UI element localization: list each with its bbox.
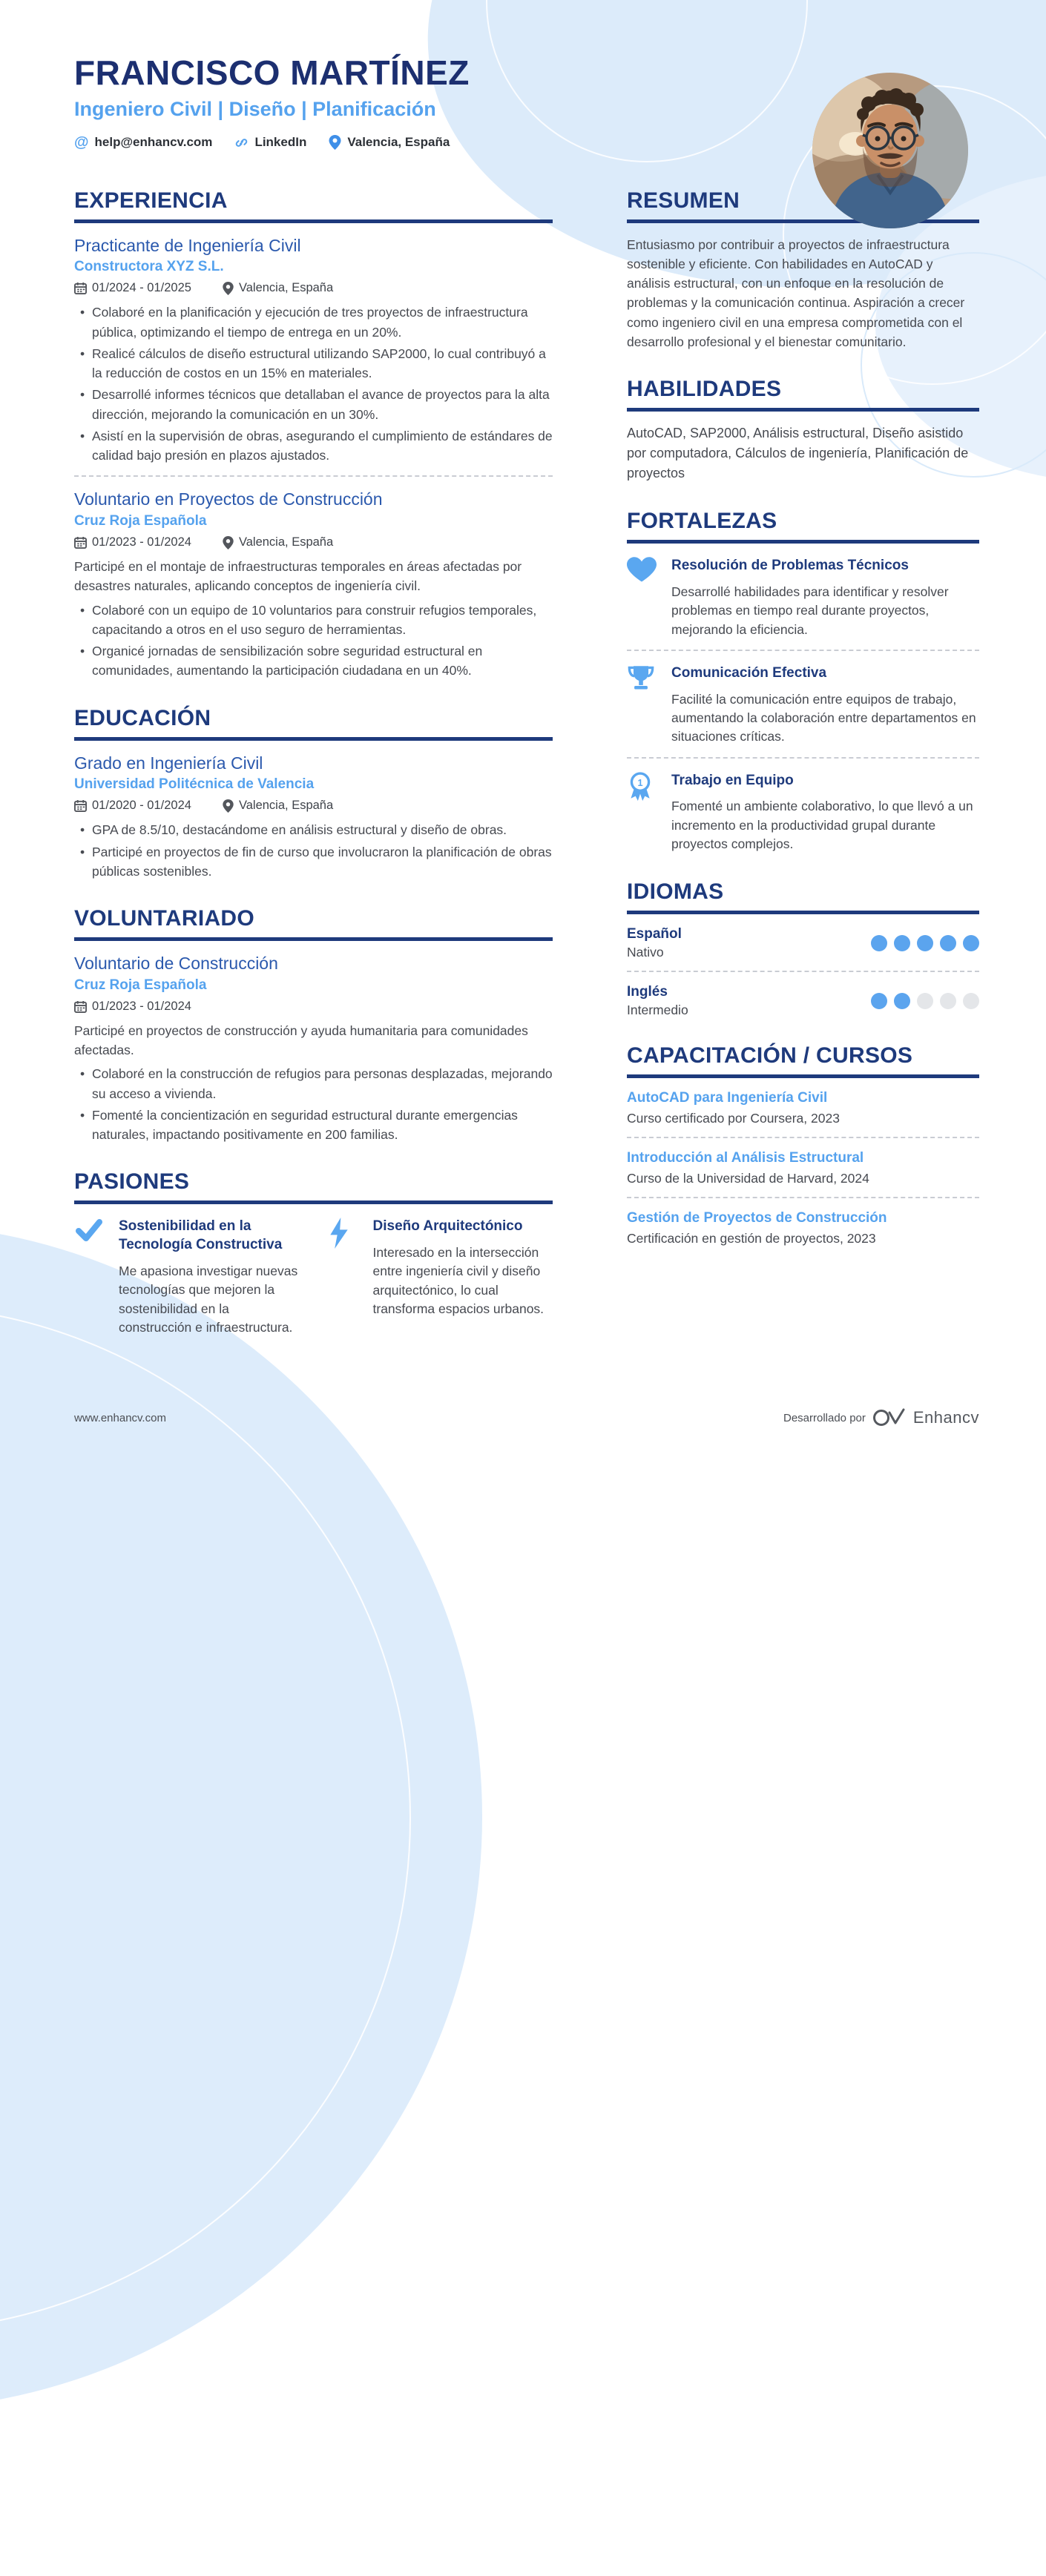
email-link[interactable]	[74, 134, 212, 151]
job-title: Practicante de Ingeniería Civil	[74, 235, 301, 255]
course-desc: Curso certificado por Coursera, 2023	[627, 1110, 840, 1126]
bullet: • GPA de 8.5/10, destacándome en análisis estructural y diseño de obras.	[74, 820, 553, 839]
section-title-fortalezas: FORTALEZAS	[627, 509, 979, 544]
entry-meta	[74, 535, 553, 549]
language-rating	[871, 993, 979, 1009]
course-title: Gestión de Proyectos de Construcción	[627, 1209, 887, 1226]
rating-dot-filled	[940, 935, 956, 951]
company-name: Constructora XYZ S.L.	[74, 259, 224, 275]
item-divider	[627, 1137, 979, 1138]
experience-entry	[74, 489, 553, 680]
email-text: help@enhancv.com	[94, 135, 213, 150]
bullet: • Asistí en la supervisión de obras, asegurando el cumplimiento de estándares de calidad bajo presión en plazos ajustados.	[74, 426, 553, 466]
section-title-pasiones: PASIONES	[74, 1169, 553, 1204]
link-icon	[234, 136, 249, 150]
strength-text: Fomenté un ambiente colaborativo, lo que llevó a un incremento en la productividad grupal durante proyectos complejos.	[671, 799, 973, 852]
section-title-resumen: RESUMEN	[627, 188, 979, 223]
rating-dot-filled	[871, 935, 887, 951]
location-pin-icon	[329, 135, 341, 150]
course-desc: Certificación en gestión de proyectos, 2023	[627, 1230, 876, 1246]
location-text: Valencia, España	[238, 799, 334, 813]
location-pin-icon	[223, 536, 234, 549]
rating-dot-empty	[917, 993, 933, 1009]
linkedin-text: LinkedIn	[254, 135, 307, 150]
bullet-list	[74, 303, 553, 465]
bullet-list	[74, 820, 553, 881]
left-column	[74, 188, 553, 1363]
section-title-experiencia: EXPERIENCIA	[74, 188, 553, 223]
rating-dot-empty	[963, 993, 979, 1009]
date-range	[74, 1000, 191, 1014]
footer	[0, 1407, 1046, 1428]
entry-intro: Participé en proyectos de construcción y ayuda humanitaria para comunidades afectadas.	[74, 1023, 528, 1058]
location-item	[329, 135, 450, 150]
course-title: Introducción al Análisis Estructural	[627, 1149, 864, 1166]
date-text: 01/2024 - 01/2025	[92, 281, 191, 295]
date-range	[74, 281, 191, 295]
bullet: • Colaboré con un equipo de 10 voluntarios para construir refugios temporales, capacitando a otros en el uso seguro de herramientas.	[74, 601, 553, 640]
check-icon	[74, 1216, 107, 1246]
strength-item	[627, 770, 979, 854]
section-title-habilidades: HABILIDADES	[627, 377, 979, 412]
language-row	[627, 926, 979, 960]
at-icon: @	[74, 133, 89, 151]
date-range	[74, 535, 191, 549]
rating-dot-filled	[871, 993, 887, 1009]
strength-text: Facilité la comunicación entre equipos de trabajo, aumentando la colaboración entre departamentos en situaciones críticas.	[671, 691, 976, 744]
section-title-educacion: EDUCACIÓN	[74, 706, 553, 741]
brand-name: Enhancv	[912, 1408, 979, 1427]
profile-photo	[812, 73, 968, 228]
rating-dot-filled	[963, 935, 979, 951]
entry-location	[223, 281, 333, 295]
item-divider	[627, 650, 979, 651]
passion-item	[329, 1216, 553, 1337]
rating-dot-filled	[894, 993, 910, 1009]
school-name: Universidad Politécnica de Valencia	[74, 776, 315, 793]
course-item	[627, 1090, 979, 1126]
strength-item	[627, 555, 979, 639]
item-divider	[627, 971, 979, 972]
bullet: • Fomenté la concientización en seguridad estructural durante emergencias naturales, impactando positivamente en 200 familias.	[74, 1106, 553, 1145]
bullet: • Desarrollé informes técnicos que detallaban el avance de proyectos para la alta dirección, mejorando la comunicación en un 30%.	[74, 385, 553, 424]
passions-section	[74, 1169, 553, 1337]
bullet: • Colaboré en la planificación y ejecución de tres proyectos de infraestructura pública, optimizando el tiempo de entrega en un 20%.	[74, 303, 553, 342]
job-title: Voluntario en Proyectos de Construcción	[74, 489, 383, 509]
organization-name: Cruz Roja Española	[74, 977, 207, 993]
right-column	[627, 188, 979, 1363]
heart-icon	[627, 555, 659, 587]
page-title: FRANCISCO MARTÍNEZ	[74, 53, 470, 92]
course-desc: Curso de la Universidad de Harvard, 2024	[627, 1170, 869, 1186]
strength-title: Trabajo en Equipo	[671, 772, 794, 788]
language-name: Español	[627, 925, 682, 942]
date-text: 01/2020 - 01/2024	[92, 799, 191, 813]
entry-meta	[74, 799, 553, 813]
calendar-icon	[74, 282, 87, 294]
section-title-idiomas: IDIOMAS	[627, 879, 979, 914]
language-name: Inglés	[627, 983, 668, 1000]
location-text: Valencia, España	[238, 535, 334, 549]
skills-list: AutoCAD, SAP2000, Análisis estructural, Diseño asistido por computadora, Cálculos de ingeniería, Planificación de proyectos	[627, 426, 969, 481]
strength-title: Resolución de Problemas Técnicos	[671, 558, 909, 574]
bullet-list	[74, 601, 553, 681]
languages-section	[627, 879, 979, 1018]
job-headline: Ingeniero Civil | Diseño | Planificación	[74, 97, 436, 120]
course-item	[627, 1150, 979, 1186]
entry-location	[223, 535, 333, 549]
passion-text: Interesado en la intersección entre ingeniería civil y diseño arquitectónico, lo cual transforma espacios urbanos.	[372, 1245, 545, 1317]
location-text: Valencia, España	[347, 135, 450, 150]
section-title-capacitacion: CAPACITACIÓN / CURSOS	[627, 1043, 979, 1078]
bullet: • Realicé cálculos de diseño estructural utilizando SAP2000, lo cual contribuyó a la reducción de costos en un 15% en materiales.	[74, 344, 553, 383]
experience-section	[74, 188, 553, 681]
bullet: • Organicé jornadas de sensibilización sobre seguridad estructural en comunidades, aumentando la participación ciudadana en un 40%.	[74, 641, 553, 681]
bullet-list	[74, 1064, 553, 1144]
entry-meta	[74, 1000, 553, 1014]
passion-text: Me apasiona investigar nuevas tecnologías que mejoren la sostenibilidad en la construcción e infraestructura.	[119, 1263, 298, 1335]
volunteer-title: Voluntario de Construcción	[74, 954, 278, 974]
enhancv-logo-icon	[873, 1407, 906, 1428]
language-row	[627, 984, 979, 1018]
location-pin-icon	[223, 282, 234, 295]
entry-meta	[74, 281, 553, 295]
summary-text: Entusiasmo por contribuir a proyectos de infraestructura sostenible y eficiente. Con habilidades en AutoCAD y análisis estructural, con un enfoque en la resolución de problemas y la comunicación continua. Aspiración a crecer como ingeniero civil en una empresa comprometida con el desarrollo profesional y el bienestar comunitario.	[627, 237, 965, 349]
passion-title: Diseño Arquitectónico	[372, 1218, 523, 1235]
location-text: Valencia, España	[238, 281, 334, 295]
education-section	[74, 706, 553, 882]
bolt-icon	[329, 1216, 361, 1252]
date-range	[74, 799, 191, 813]
rating-dot-filled	[894, 935, 910, 951]
volunteering-entry	[74, 953, 553, 1144]
powered-by	[783, 1407, 979, 1428]
section-title-voluntariado: VOLUNTARIADO	[74, 906, 553, 941]
passion-title: Sostenibilidad en la Tecnología Constructiva	[119, 1218, 283, 1253]
powered-by-label: Desarrollado por	[783, 1411, 866, 1424]
bullet: • Participé en proyectos de fin de curso que involucraron la planificación de obras públicas sostenibles.	[74, 842, 553, 882]
footer-url[interactable]: www.enhancv.com	[74, 1411, 166, 1424]
linkedin-link[interactable]	[234, 135, 306, 150]
course-item	[627, 1210, 979, 1246]
skills-section	[627, 377, 979, 483]
strength-text: Desarrollé habilidades para identificar y resolver problemas en tiempo real durante proyectos, mejorando la eficiencia.	[671, 584, 949, 637]
degree-title: Grado en Ingeniería Civil	[74, 753, 263, 773]
course-title: AutoCAD para Ingeniería Civil	[627, 1089, 828, 1106]
rating-dot-empty	[940, 993, 956, 1009]
language-rating	[871, 935, 979, 951]
calendar-icon	[74, 536, 87, 549]
bullet: • Colaboré en la construcción de refugios para personas desplazadas, mejorando su acceso a vivienda.	[74, 1064, 553, 1103]
rating-dot-filled	[917, 935, 933, 951]
language-level: Nativo	[627, 944, 664, 960]
courses-section	[627, 1043, 979, 1246]
volunteering-section	[74, 906, 553, 1144]
strength-item	[627, 663, 979, 747]
calendar-icon	[74, 799, 87, 812]
trophy-icon	[627, 663, 659, 696]
language-level: Intermedio	[627, 1002, 688, 1017]
profile-photo-illustration	[812, 73, 968, 228]
company-name: Cruz Roja Española	[74, 513, 207, 529]
passions-grid	[74, 1216, 553, 1337]
entry-location	[223, 799, 333, 813]
date-text: 01/2023 - 01/2024	[92, 535, 191, 549]
item-divider	[627, 1197, 979, 1198]
item-divider	[627, 757, 979, 759]
strength-title: Comunicación Efectiva	[671, 664, 827, 681]
experience-entry	[74, 235, 553, 466]
entry-intro: Participé en el montaje de infraestructuras temporales en áreas afectadas por desastres naturales, aplicando conceptos de ingeniería civil.	[74, 559, 522, 594]
entry-divider	[74, 475, 553, 477]
medal-icon	[627, 770, 659, 805]
location-pin-icon	[223, 799, 234, 813]
calendar-icon	[74, 1000, 87, 1013]
svg-text:1: 1	[637, 777, 643, 788]
passion-item	[74, 1216, 299, 1337]
education-entry	[74, 753, 553, 882]
date-text: 01/2023 - 01/2024	[92, 999, 191, 1013]
strengths-section	[627, 509, 979, 853]
